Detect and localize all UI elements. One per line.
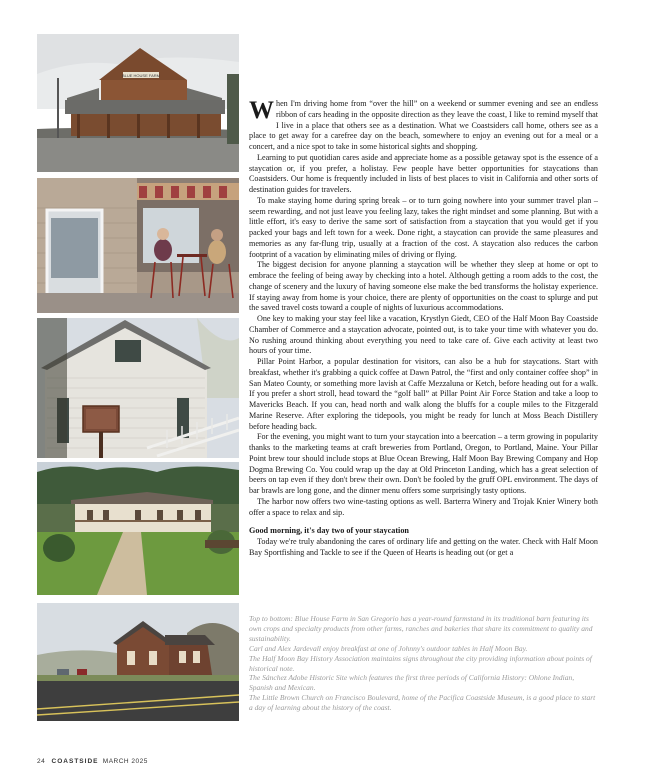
article-paragraph: The biggest decision for anyone planning a staycation will be whether they sleep at home or opt to embrace the feeling of being away by checking into a hotel. Although getting a room adds to the cost, the change of scenery and the luxury of having someone else make the bed transforms the holistay experience. If staying away from home is your choice, there are plenty of opportunities on the coast to splurge and put the saved travel costs toward a couple of nights of luxurious accommodations. <box>249 260 598 313</box>
article-paragraph: To make staying home during spring break – or to turn going nowhere into your summer travel plan – seem rewarding, and not just leave you feeling lazy, takes the right mindset and some planning. But with a little effort, it's easy to derive the same sort of satisfaction from a staycation that you would get if you packed your bags and left town for a week. Done right, a staycation can provide the same pleasures and memories as any far-flung trip, usually at a fraction of the cost. A staycation also reduces the carbon footprint of a vacation by eliminating miles of driving or flying. <box>249 195 598 259</box>
page-number: 24 <box>37 758 46 765</box>
article-paragraph: For the evening, you might want to turn your staycation into a beercation – a term growing in popularity thanks to the marketing teams at craft breweries from Portland, Oregon, to Portland, Maine. Your Pillar Point brew tour should include stops at Blue Ocean Brewing, Half Moon Bay Brewing Company and Hop Dogma Brewing Co. You could wrap up the day at Old Princeton Landing, which has a great selection of beers on tap even if they don't brew their own. Don't be fooled by the gruff OPL environment. The days of bar brawls are long gone, and the dinner menu offers some surprisingly tasty options. <box>249 432 598 495</box>
article-paragraph: Today we're truly abandoning the cares of ordinary life and getting on the water. Check with Half Moon Bay Sportfishing and Tackle to see if the Queen of Hearts is heading out (or get a <box>249 537 598 557</box>
photo-sanchez-adobe-historic-site <box>37 462 239 595</box>
article-paragraph: One key to making your stay feel like a vacation, Krystlyn Giedt, CEO of the Half Moon Bay Coastside Chamber of Commerce and a staycation advocate, pointed out, is to take your time with whatever you do. No rushing around thinking about everything you need to take care of. Give each activity at least two hours of your time. <box>249 314 598 356</box>
section-subheading: Good morning, it's day two of your staycation <box>249 526 409 536</box>
photo-blue-house-farm-barn <box>37 34 239 172</box>
article-paragraph: When I'm driving home from “over the hill” on a weekend or summer evening and see an endless ribbon of cars heading in the opposite direction as they leave the coast, I like to remind myself that I live in a place that others see as a destination. What we Coastsiders call home, others see as a place to get away for a carefree day on the beach, somewhere to enjoy an evening out for a meal or a concert, and a nice spot to take in some historical sights and shopping. <box>249 97 598 151</box>
page-footer <box>37 758 148 765</box>
barn-sign-text: BLUE HOUSE FARM <box>121 73 161 78</box>
caption: The Half Moon Bay History Association maintains signs throughout the city providing information about points of historical note. <box>249 653 592 673</box>
article-paragraph: Pillar Point Harbor, a popular destination for visitors, can also be a hub for staycations. Start with breakfast, whether it's grabbing a quick coffee at Dawn Patrol, the “first and only container coffee shop” in San Mateo County, or something more lavish at Caffe Mezzaluna or Ketch, before heading out for a walk. If you prefer a short stroll, head toward the “golf ball” at Pillar Point Air Force Station and take a loop to Mavericks Beach. If you can, head north and walk along the bluffs for a couple miles to the Fitzgerald Marine Reserve. After exploring the tidepools, you might be ready for lunch at Moss Beach Distillery before heading back. <box>249 357 598 431</box>
caption: The Little Brown Church on Francisco Boulevard, home of the Pacifica Coastside Museum, is a good place to start a day of learning about the history of the coast. <box>249 693 596 713</box>
magazine-name: COASTSIDE <box>51 758 99 765</box>
article-paragraph: Learning to put quotidian cares aside and appreciate home as a possible getaway spot is the essence of a staycation or, if you prefer, a holistay. Few people have better opportunities for staycations than Coastsiders. Our home is frequently included in lists of best places to visit in California and other sorts of destination guides for travelers. <box>249 152 598 194</box>
caption: The Sánchez Adobe Historic Site which features the first three periods of California History: Ohlone Indian, Spanish and Mexican. <box>249 673 575 693</box>
article-paragraph: The harbor now offers two wine-tasting options as well. Barterra Winery and Trojak Knier Winery both offer a space to relax and sip. <box>249 496 598 517</box>
photo-breakfast-outdoor-tables <box>37 178 239 313</box>
caption: Top to bottom: Blue House Farm in San Gregorio has a year-round farmstand in its traditional barn featuring its own crops and specialty products from other farms, ranches and bakeries that share its commitment to quality and sustainability. <box>249 614 593 643</box>
caption: Carl and Alex Jardevall enjoy breakfast at one of Johnny's outdoor tables in Half Moon Bay. <box>249 643 528 653</box>
photo-little-brown-church <box>37 603 239 721</box>
photo-captions <box>249 614 598 713</box>
article-body <box>249 99 598 559</box>
photo-history-association-signs <box>37 318 239 458</box>
issue-date: MARCH 2025 <box>102 758 148 765</box>
